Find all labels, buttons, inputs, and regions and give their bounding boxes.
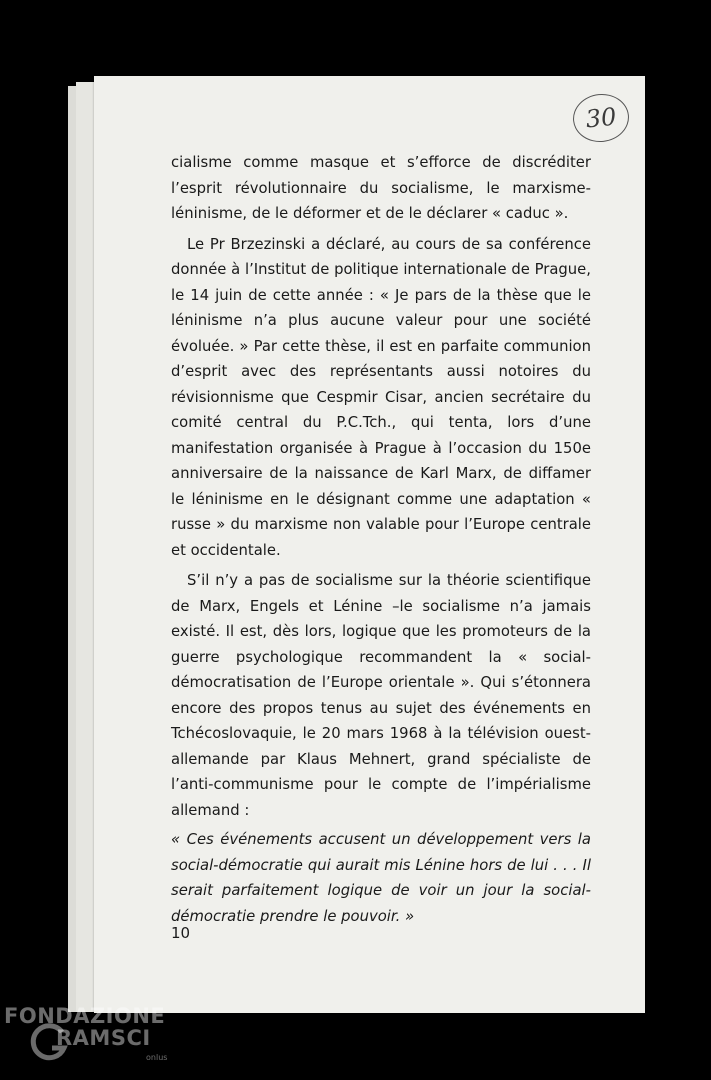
logo-line-gramsci: RAMSCI [56,1026,151,1050]
paragraph-quote-mehnert: « Ces événements accusent un développement vers la social-démocratie qui aurait mis Lénine hors de lui . . . Il serait parfaitement logique de voir un jour la social-démocratie prendre le pouvoir. » [171,831,591,925]
paragraph-continuation: cialisme comme masque et s’efforce de discréditer l’esprit révolutionnaire du socialisme, le marxisme-léninisme, de le déformer et de le déclarer « caduc ». [171,154,591,222]
paragraph-socialisme: S’il n’y a pas de socialisme sur la théorie scientifique de Marx, Engels et Lénine –le socialisme n’a jamais existé. Il est, dès lors, logique que les promoteurs de la guerre psychologique recommandent la « social-démocratisation de l’Europe orientale ». Qui s’étonnera encore des propos tenus au sujet des événements en Tchécoslovaquie, le 20 mars 1968 à la télévision ouest-allemande par Klaus Mehnert, grand spécialiste de l’anti-communisme pour le compte de l’impérialisme allemand : [171,572,591,819]
document-page [94,76,645,1013]
logo-onlus: onlus [146,1053,168,1062]
fondazione-gramsci-logo [4,1004,204,1074]
logo-line-fondazione: FONDAZIONE [4,1004,166,1028]
archive-number-stamp: 30 [571,91,632,145]
paragraph-brzezinski: Le Pr Brzezinski a déclaré, au cours de sa conférence donnée à l’Institut de politique internationale de Prague, le 14 juin de cette année : « Je pars de la thèse que le léninisme n’a plus aucune valeur pour une société évoluée. » Par cette thèse, il est en parfaite communion d’esprit avec des représentants aussi notoires du révisionnisme que Cespmir Cisar, ancien secrétaire du comité central du P.C.Tch., qui tenta, lors d’une manifestation organisée à Prague à l’occasion du 150e anniversaire de la naissance de Karl Marx, de diffamer le léninisme en le désignant comme une adaptation « russe » du marxisme non valable pour l’Europe centrale et occidentale. [171,235,591,559]
body-text [171,150,591,929]
page-number: 10 [171,924,191,942]
